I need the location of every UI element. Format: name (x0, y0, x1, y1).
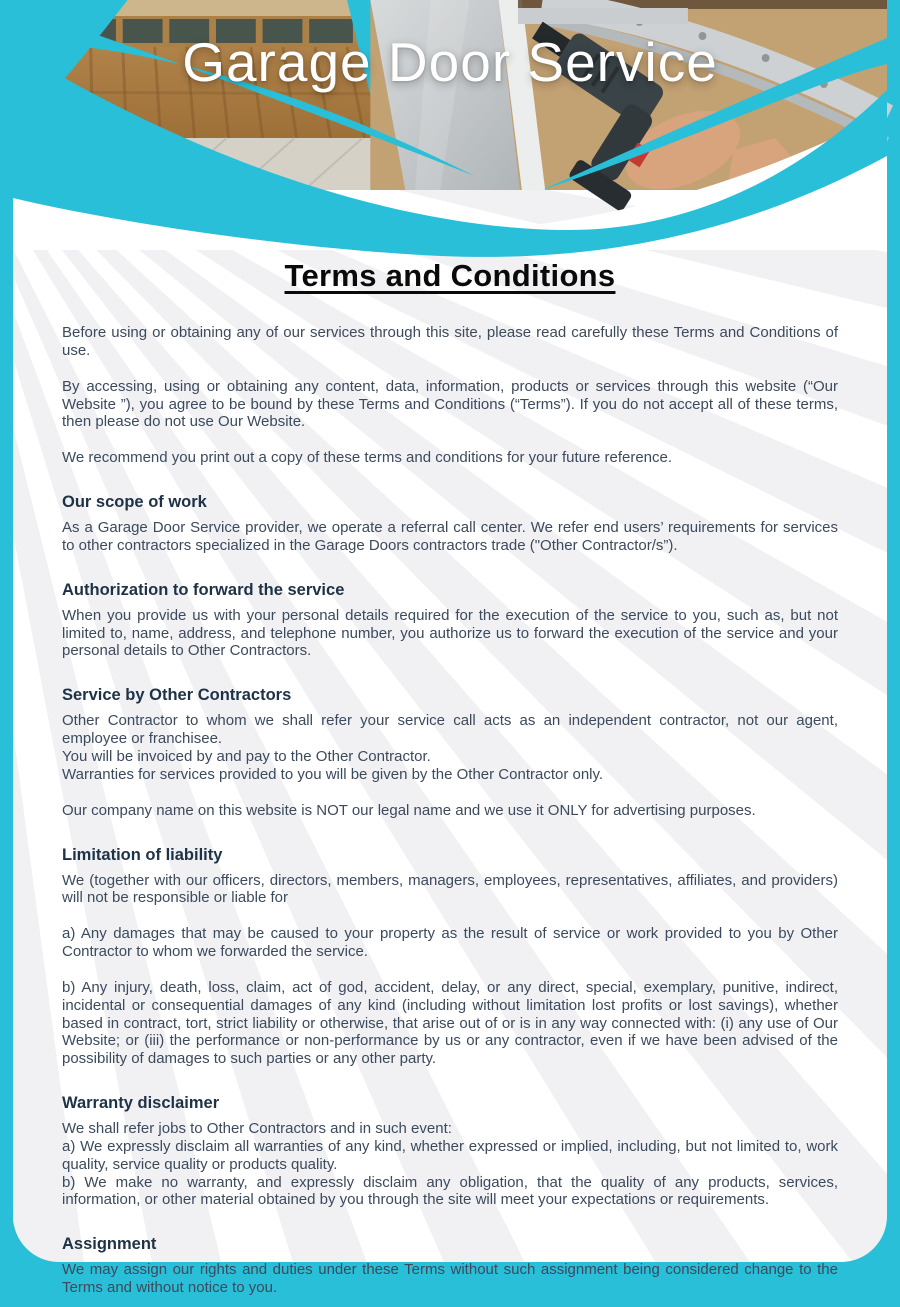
terms-section (62, 1235, 838, 1297)
section-heading: Assignment (62, 1235, 157, 1254)
paragraph-block (62, 607, 838, 661)
paragraph: Before using or obtaining any of our services through this site, please read carefully these Terms and Conditions of use. (62, 324, 838, 359)
terms-section (62, 1094, 838, 1209)
paragraph-block (62, 378, 838, 432)
paragraph-block (62, 979, 838, 1068)
paragraph: We recommend you print out a copy of these terms and conditions for your future reference. (62, 449, 673, 467)
header-banner (13, 0, 887, 250)
terms-section (62, 324, 838, 467)
section-heading: Warranty disclaimer (62, 1094, 220, 1113)
section-blocks (62, 519, 838, 555)
paragraph-block (62, 872, 838, 908)
paragraph-block (62, 449, 838, 467)
paragraph: b) We make no warranty, and expressly disclaim any obligation, that the quality of any products, services, information, or other material obtained by you through the site will meet your expectations or requirements. (62, 1173, 838, 1209)
section-heading: Our scope of work (62, 493, 207, 512)
terms-section (62, 581, 838, 661)
terms-section (62, 686, 838, 819)
paragraph-block (62, 1120, 838, 1209)
section-heading: Authorization to forward the service (62, 580, 345, 599)
paragraph: Our company name on this website is NOT our legal name and we use it ONLY for advertising purposes. (62, 801, 756, 819)
paragraph: b) Any injury, death, loss, claim, act of god, accident, delay, or any direct, special, exemplary, punitive, indirect, incidental or consequential damages of any kind (including without limitation lost profits or lost savings), whether based in contract, tort, strict liability or otherwise, that arise out of or is in any way connected with: (i) any use of Our Website; or (iii) the performance or non-performance by us or any contractor, even if we have been advised of the possibility of damages to such parties or any other party. (62, 978, 838, 1068)
section-blocks (62, 324, 838, 467)
paragraph: Warranties for services provided to you will be given by the Other Contractor only. (62, 765, 604, 783)
section-blocks (62, 1261, 838, 1297)
paragraph: We (together with our officers, directors, members, managers, employees, representatives, affiliates, and providers) will not be responsible or liable for (62, 871, 838, 907)
paragraph: We may assign our rights and duties under these Terms without such assignment being considered change to the Terms and without notice to you. (62, 1261, 838, 1297)
section-blocks (62, 1120, 838, 1209)
terms-sections (62, 324, 838, 1297)
site-title: Garage Door Service (182, 31, 718, 93)
terms-title: Terms and Conditions (284, 258, 616, 293)
paragraph: a) We expressly disclaim all warranties of any kind, whether expressed or implied, including, but not limited to, work quality, service quality or products quality. (62, 1137, 838, 1173)
terms-content (13, 258, 887, 1297)
paragraph-block (62, 519, 838, 555)
terms-section (62, 493, 838, 555)
paragraph-block (62, 712, 838, 783)
paragraph: As a Garage Door Service provider, we operate a referral call center. We refer end users’ requirements for services to other contractors specialized in the Garage Doors contractors trade ("Other Contractor/s”). (62, 519, 838, 554)
terms-section (62, 846, 838, 1069)
paragraph: By accessing, using or obtaining any content, data, information, products or services through this website (“Our Website ”), you agree to be bound by these Terms and Conditions (“Terms”). If you do not accept all of these terms, then please do not use Our Website. (62, 377, 838, 431)
paragraph: Other Contractor to whom we shall refer your service call acts as an independent contractor, not our agent, employee or franchisee. (62, 712, 838, 748)
paragraph: You will be invoiced by and pay to the Other Contractor. (62, 747, 431, 765)
paragraph-block (62, 802, 838, 820)
terms-card (13, 0, 887, 1297)
paragraph: a) Any damages that may be caused to your property as the result of service or work provided to you by Other Contractor to whom we forwarded the service. (62, 925, 838, 961)
paragraph: When you provide us with your personal details required for the execution of the service to you, such as, but not limited to, name, address, and telephone number, you authorize us to forward the execution of the service and your personal details to Other Contractors. (62, 606, 838, 660)
paragraph-block (62, 324, 838, 360)
paragraph-block (62, 925, 838, 961)
section-blocks (62, 607, 838, 661)
paragraph: We shall refer jobs to Other Contractors and in such event: (62, 1120, 452, 1138)
section-heading: Service by Other Contractors (62, 686, 292, 705)
paragraph-block (62, 1261, 838, 1297)
section-blocks (62, 712, 838, 819)
section-blocks (62, 872, 838, 1069)
section-heading: Limitation of liability (62, 845, 223, 864)
